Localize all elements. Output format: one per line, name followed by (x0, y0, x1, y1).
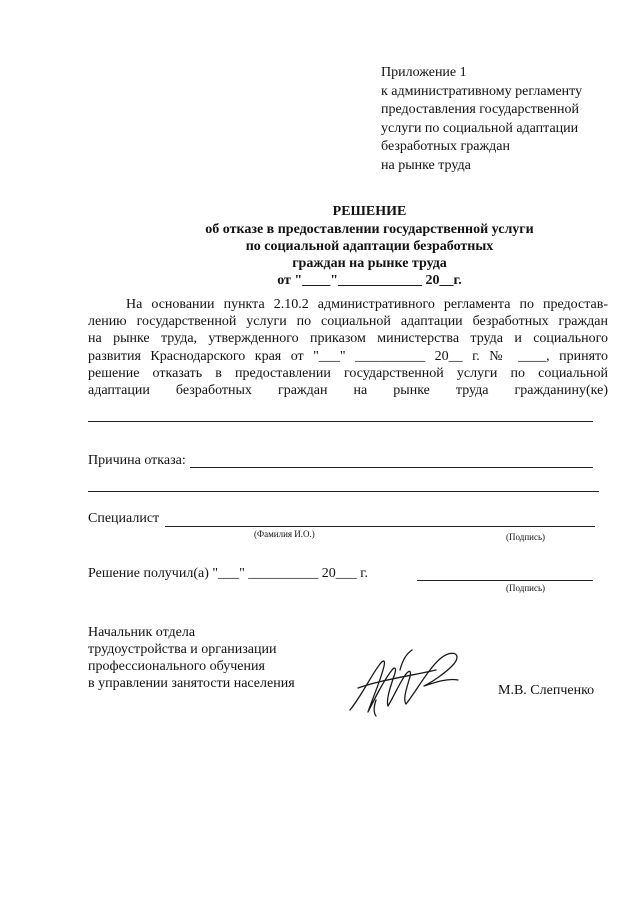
annex-line-4: услуги по социальной адаптации (381, 120, 579, 136)
body-line-4: развития Краснодарского края от "___" __________ 20__ г. № ____, принято (88, 348, 608, 364)
handwritten-signature (340, 640, 470, 725)
citizen-name-line (88, 421, 593, 422)
specialist-name-caption: (Фамилия И.О.) (254, 529, 315, 539)
document-heading: РЕШЕНИЕ (332, 204, 407, 219)
body-line-5: решение отказать в предоставлении государственной услуги по социальной (88, 365, 608, 381)
specialist-label: Специалист (88, 511, 160, 526)
head-line-3: профессионального обучения (88, 659, 265, 674)
refusal-reason-line-1 (190, 467, 593, 468)
body-line-6: адаптации безработных граждан на рынке труда гражданину(ке) (88, 383, 608, 399)
annex-line-6: на рынке труда (381, 157, 471, 173)
annex-block (381, 64, 621, 176)
received-label: Решение получил(а) "___" __________ 20___ г. (88, 566, 368, 581)
title-line-3: граждан на рынке труда (292, 256, 447, 271)
annex-line-5: безработных граждан (381, 139, 510, 155)
title-line-1: об отказе в предоставлении государственной услуги (205, 222, 534, 237)
head-line-1: Начальник отдела (88, 625, 196, 640)
received-sign-caption: (Подпись) (506, 583, 546, 593)
head-line-4: в управлении занятости населения (88, 676, 295, 691)
title-date-line: от "____"____________ 20__г. (277, 273, 462, 288)
annex-line-1: Приложение 1 (381, 65, 467, 80)
received-sign-line (417, 580, 593, 581)
refusal-label: Причина отказа: (88, 453, 186, 468)
body-line-1: На основании пункта 2.10.2 административного регламента по предостав- (126, 297, 608, 312)
body-line-3: на рынке труда, утвержденного приказом министерства труда и социального (88, 331, 608, 347)
body-paragraph (88, 296, 608, 399)
head-line-2: трудоустройства и организации (88, 642, 277, 657)
refusal-reason-line-2 (88, 491, 599, 492)
annex-line-3: предоставления государственной (381, 102, 580, 118)
body-line-2: лению государственной услуги по социальной адаптации безработных граждан (88, 314, 608, 330)
specialist-sign-caption: (Подпись) (506, 532, 546, 542)
head-name: М.В. Слепченко (498, 683, 595, 698)
title-line-2: по социальной адаптации безработных (245, 239, 494, 254)
annex-line-2: к административному регламенту (381, 83, 583, 99)
specialist-line (165, 526, 595, 527)
